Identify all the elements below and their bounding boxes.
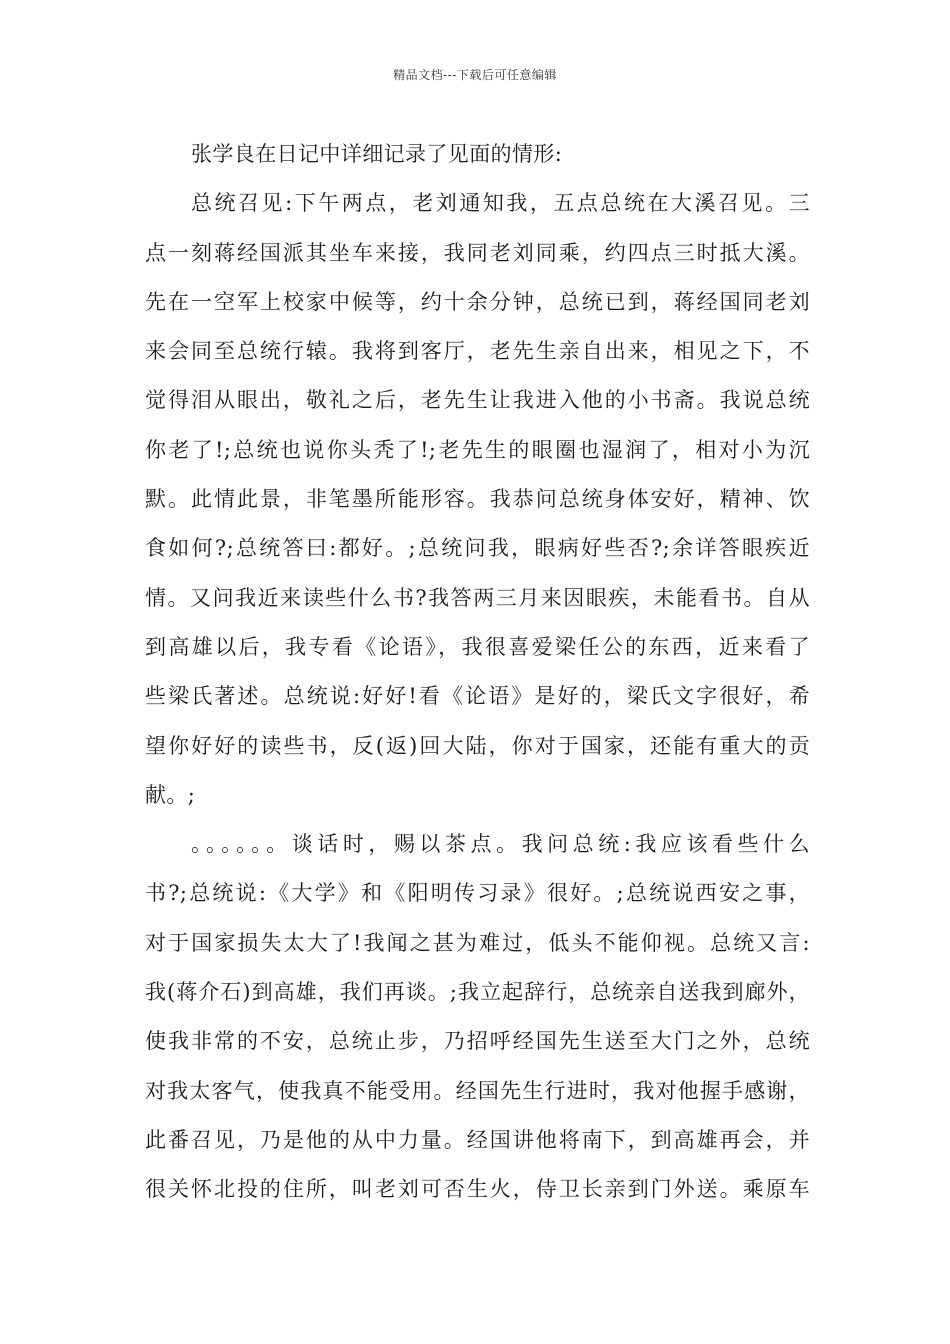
paragraph-line: 情。又问我近来读些什么书?我答两三月来因眼疾，未能看书。自从	[145, 585, 810, 610]
paragraph-line: 你老了!;总统也说你头秃了!;老先生的眼圈也湿润了，相对小为沉	[145, 437, 810, 462]
paragraph-line: 此番召见，乃是他的从中力量。经国讲他将南下，到高雄再会，并	[145, 1127, 810, 1152]
paragraph-line: 到高雄以后，我专看《论语》，我很喜爱梁任公的东西，近来看了	[145, 634, 810, 659]
paragraph-line: 书?;总统说:《大学》和《阳明传习录》很好。;总统说西安之事，	[145, 881, 810, 906]
paragraph-line: 。。。。。。谈话时，赐以茶点。我问总统:我应该看些什么	[191, 832, 810, 857]
page-header: 精品文档---下载后可任意编辑	[393, 68, 557, 82]
paragraph-line: 张学良在日记中详细记录了见面的情形:	[191, 142, 563, 166]
paragraph-line: 觉得泪从眼出，敬礼之后，老先生让我进入他的小书斋。我说总统	[145, 388, 810, 413]
paragraph-line: 使我非常的不安，总统止步，乃招呼经国先生送至大门之外，总统	[145, 1029, 810, 1054]
paragraph-line: 食如何?;总统答曰:都好。;总统问我，眼病好些否?;余详答眼疾近	[145, 536, 810, 561]
paragraph-line: 望你好好的读些书，反(返)回大陆，你对于国家，还能有重大的贡	[145, 733, 810, 758]
paragraph-line: 来会同至总统行辕。我将到客厅，老先生亲自出来，相见之下，不	[145, 339, 810, 364]
paragraph-line: 先在一空军上校家中候等，约十余分钟，总统已到，蒋经国同老刘	[145, 289, 810, 314]
paragraph-line: 些梁氏著述。总统说:好好!看《论语》是好的，梁氏文字很好，希	[145, 684, 810, 709]
paragraph-line: 点一刻蒋经国派其坐车来接，我同老刘同乘，约四点三时抵大溪。	[145, 240, 810, 265]
paragraph-line: 很关怀北投的住所，叫老刘可否生火，侍卫长亲到门外送。乘原车	[145, 1177, 810, 1202]
paragraph-line: 我(蒋介石)到高雄，我们再谈。;我立起辞行，总统亲自送我到廊外，	[145, 980, 810, 1005]
body-text	[145, 130, 810, 1215]
paragraph-line: 默。此情此景，非笔墨所能形容。我恭问总统身体安好，精神、饮	[145, 487, 810, 512]
paragraph-line: 献。;	[145, 782, 196, 807]
paragraph-line: 对我太客气，使我真不能受用。经国先生行进时，我对他握手感谢，	[145, 1078, 810, 1103]
paragraph-line: 总统召见:下午两点，老刘通知我，五点总统在大溪召见。三	[191, 191, 810, 216]
paragraph-line: 对于国家损失太大了!我闻之甚为难过，低头不能仰视。总统又言:	[145, 930, 810, 955]
